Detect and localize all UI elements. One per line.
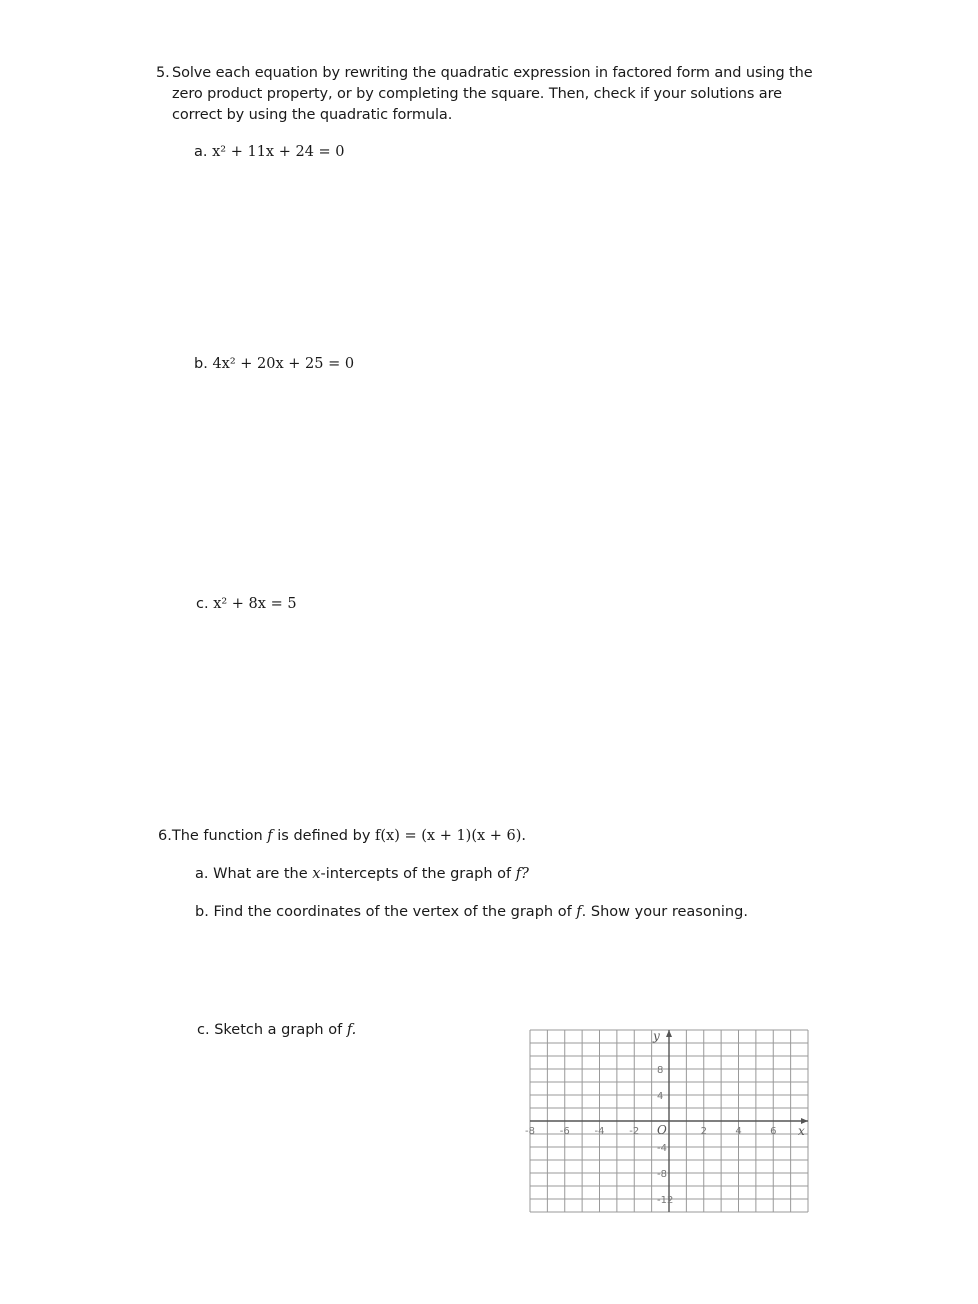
problem-5b bbox=[194, 354, 354, 374]
problem-5b-equation: 4x² + 20x + 25 = 0 bbox=[212, 356, 355, 372]
problem-5b-label: b. bbox=[194, 356, 208, 372]
problem-6b bbox=[195, 902, 748, 922]
problem-5a-label: a. bbox=[194, 144, 208, 160]
problem-5 bbox=[156, 63, 816, 126]
problem-6b-before: Find the coordinates of the vertex of the graph of bbox=[213, 904, 572, 920]
problem-6b-after: . Show your reasoning. bbox=[581, 904, 748, 920]
problem-6c-before: Sketch a graph of bbox=[214, 1022, 343, 1038]
y-tick-label: -8 bbox=[657, 1169, 667, 1180]
y-axis-label: y bbox=[653, 1029, 660, 1043]
problem-6c-fname: f. bbox=[346, 1022, 357, 1038]
problem-6-fname: f bbox=[267, 828, 273, 844]
problem-6 bbox=[158, 826, 526, 846]
problem-5c-label: c. bbox=[196, 596, 209, 612]
problem-6a-fname: f? bbox=[515, 866, 529, 882]
y-axis-arrow-icon bbox=[666, 1030, 672, 1037]
problem-5a-equation: x² + 11x + 24 = 0 bbox=[212, 144, 345, 160]
problem-6-intro-before: The function bbox=[171, 828, 263, 844]
x-tick-label: -8 bbox=[525, 1126, 535, 1137]
problem-6a-before: What are the bbox=[213, 866, 308, 882]
x-tick-label: -4 bbox=[594, 1126, 605, 1137]
x-tick-label: 4 bbox=[735, 1126, 742, 1137]
problem-6-definition: f(x) = (x + 1)(x + 6). bbox=[375, 828, 527, 844]
problem-6b-label: b. bbox=[195, 904, 209, 920]
problem-6a bbox=[195, 864, 529, 884]
problem-6-intro-mid: is defined by bbox=[277, 828, 371, 844]
y-tick-label: 4 bbox=[657, 1091, 664, 1102]
x-tick-label: -2 bbox=[629, 1126, 640, 1137]
problem-5a bbox=[194, 142, 345, 162]
y-tick-label: -12 bbox=[657, 1195, 674, 1206]
problem-6-number: 6. bbox=[158, 828, 172, 844]
axes bbox=[530, 1030, 808, 1212]
origin-label: O bbox=[657, 1123, 667, 1137]
x-tick-label: 2 bbox=[700, 1126, 707, 1137]
problem-6c-label: c. bbox=[197, 1022, 210, 1038]
problem-5-instructions: Solve each equation by rewriting the quadratic expression in factored form and using the zero product property, or by completing the square. Then, check if your solutions are correct by using the quadratic formula. bbox=[172, 65, 813, 123]
problem-6a-after: -intercepts of the graph of bbox=[320, 866, 512, 882]
y-tick-label: -4 bbox=[657, 1143, 667, 1154]
x-axis-label: x bbox=[798, 1124, 805, 1138]
x-tick-label: 6 bbox=[770, 1126, 777, 1137]
problem-6a-label: a. bbox=[195, 866, 209, 882]
problem-6c bbox=[197, 1020, 356, 1040]
problem-5c bbox=[196, 594, 297, 614]
problem-6a-var: x bbox=[312, 866, 321, 882]
coordinate-grid bbox=[525, 1026, 812, 1216]
problem-5c-equation: x² + 8x = 5 bbox=[213, 596, 297, 612]
problem-6b-fname: f bbox=[576, 904, 582, 920]
problem-5-number: 5. bbox=[156, 65, 170, 81]
y-tick-label: 8 bbox=[657, 1065, 664, 1076]
x-tick-label: -6 bbox=[559, 1126, 570, 1137]
